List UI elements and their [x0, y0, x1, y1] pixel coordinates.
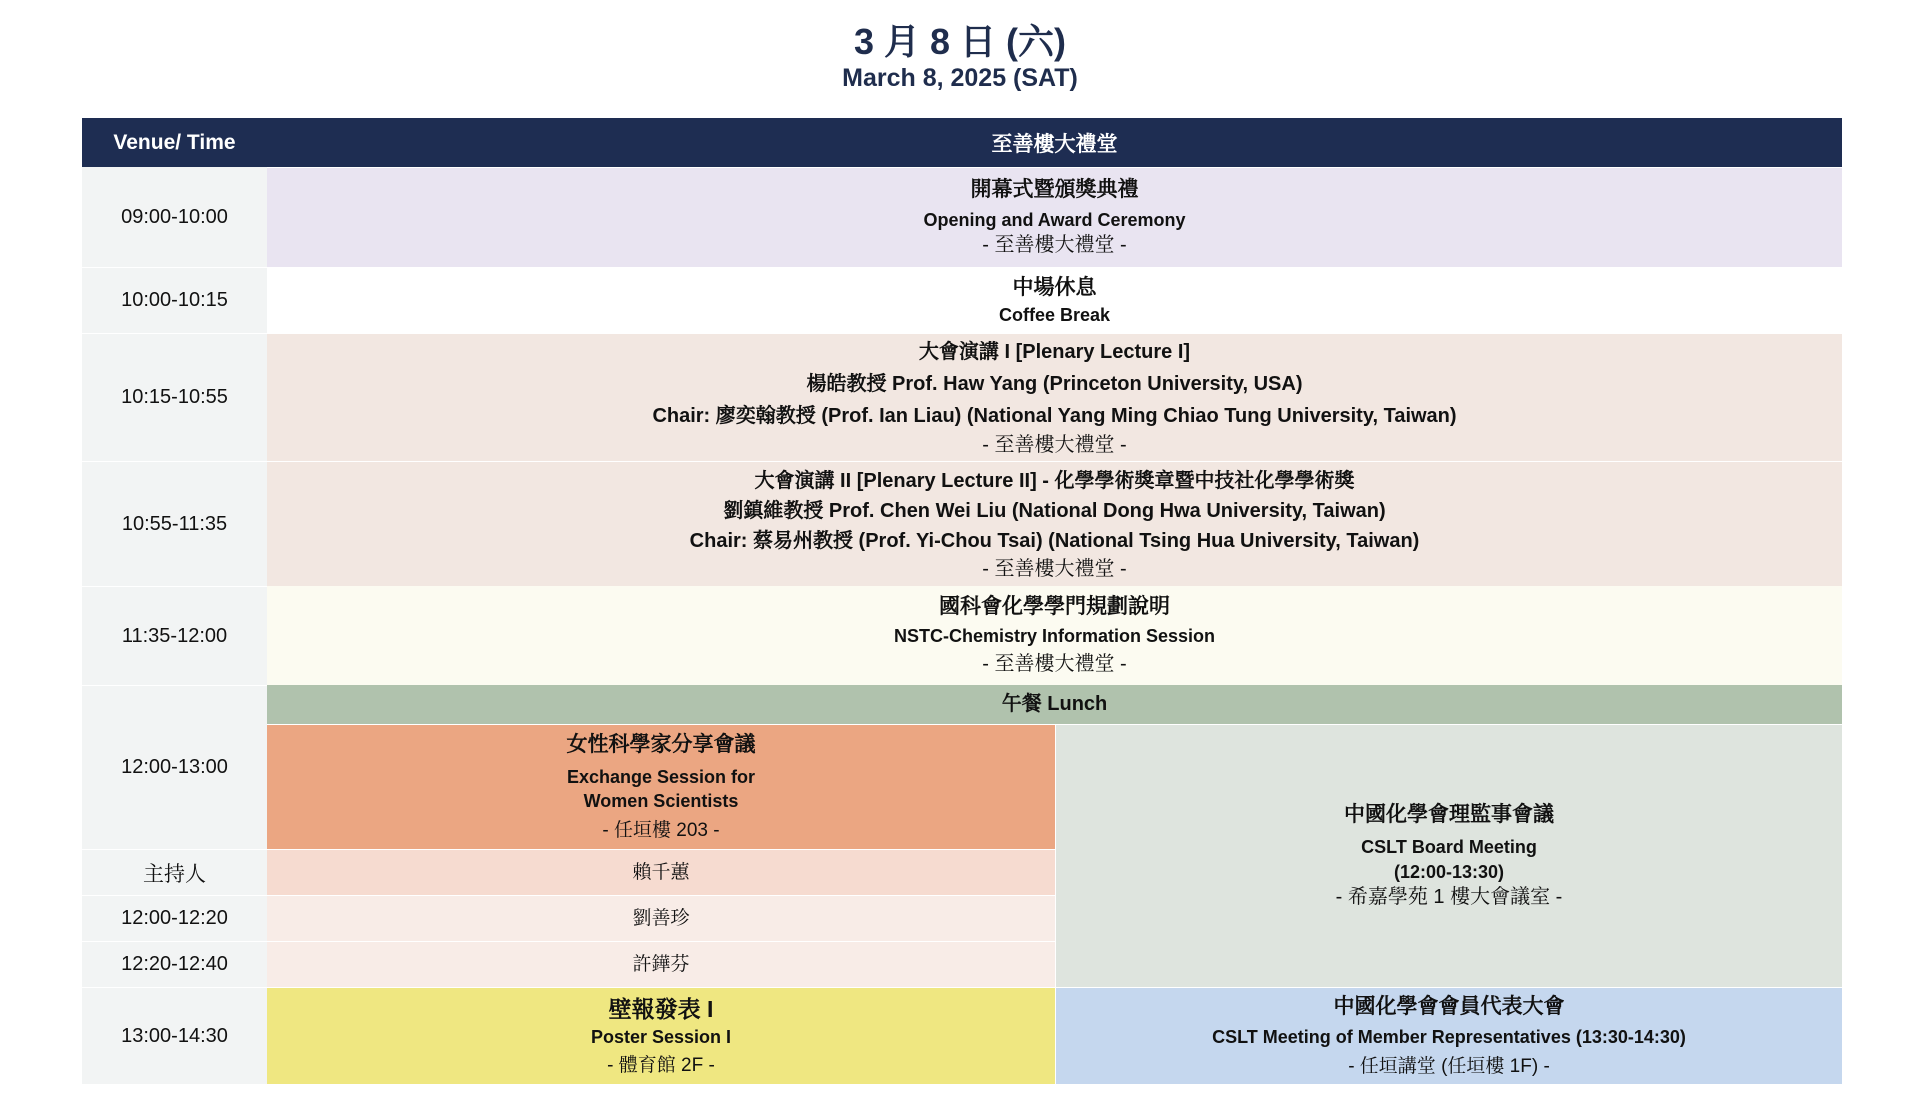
lecture-title: 大會演講 I [Plenary Lecture I] — [918, 341, 1191, 363]
lecture-speaker: 劉鎮維教授 Prof. Chen Wei Liu (National Dong Hwa University, Taiwan) — [723, 499, 1386, 522]
coffee-break-cell — [267, 267, 1842, 333]
event-title-cn: 中場休息 — [1012, 276, 1097, 300]
nstc-session-cell — [267, 586, 1842, 685]
speaker-name: 劉善珍 — [632, 907, 690, 929]
event-title-en-line1: Exchange Session for — [566, 767, 756, 788]
host-label: 主持人 — [82, 849, 267, 895]
member-representatives-cell — [1055, 987, 1842, 1084]
page-title: 3 月 8 日 (六) — [853, 21, 1067, 62]
event-title-cn: 中國化學會理監事會議 — [1344, 803, 1554, 827]
speaker-cell — [267, 895, 1055, 941]
opening-ceremony-cell — [267, 167, 1842, 267]
plenary-lecture-2-cell — [267, 461, 1842, 586]
time-cell: 09:00-10:00 — [82, 167, 267, 267]
board-meeting-cell — [1055, 724, 1842, 987]
lunch-label: 午餐 Lunch — [1001, 693, 1108, 715]
time-cell: 10:00-10:15 — [82, 267, 267, 333]
event-title-cn: 中國化學會會員代表大會 — [1333, 994, 1565, 1018]
event-venue: - 至善樓大禮堂 - — [982, 652, 1127, 675]
event-venue: - 至善樓大禮堂 - — [982, 557, 1127, 580]
event-venue: - 至善樓大禮堂 - — [982, 234, 1127, 257]
lecture-chair: Chair: 蔡易州教授 (Prof. Yi-Chou Tsai) (National Tsing Hua University, Taiwan) — [689, 529, 1420, 552]
lecture-chair: Chair: 廖奕翰教授 (Prof. Ian Liau) (National Yang Ming Chiao Tung University, Taiwan) — [652, 405, 1457, 427]
event-title-en: Coffee Break — [998, 304, 1111, 325]
event-title-cn: 壁報發表 I — [608, 995, 714, 1022]
event-title-en-line2: Women Scientists — [583, 791, 739, 812]
event-time-note: (12:00-13:30) — [1393, 861, 1505, 882]
event-title-cn: 女性科學家分享會議 — [566, 732, 756, 756]
event-title-cn: 開幕式暨頒獎典禮 — [970, 177, 1139, 201]
event-title-en: NSTC-Chemistry Information Session — [893, 625, 1216, 646]
lecture-speaker: 楊皓教授 Prof. Haw Yang (Princeton University, USA) — [806, 373, 1303, 395]
event-venue: - 任垣樓 203 - — [602, 819, 720, 841]
event-title-en: Opening and Award Ceremony — [923, 210, 1186, 231]
poster-session-cell — [267, 987, 1055, 1084]
host-name-cell — [267, 849, 1055, 895]
event-venue: - 體育館 2F - — [607, 1054, 715, 1076]
time-cell: 10:15-10:55 — [82, 333, 267, 461]
time-cell: 11:35-12:00 — [82, 586, 267, 685]
event-title-cn: 國科會化學學門規劃說明 — [939, 595, 1170, 619]
header-venue-time: Venue/ Time — [82, 118, 267, 167]
event-venue: - 至善樓大禮堂 - — [982, 434, 1127, 456]
time-cell: 12:00-13:00 — [82, 685, 267, 849]
event-title-en: CSLT Board Meeting — [1361, 837, 1537, 858]
speaker-name: 許鏵芬 — [632, 953, 690, 975]
event-venue: - 希嘉學苑 1 樓大會議室 - — [1335, 885, 1563, 908]
plenary-lecture-1-cell — [267, 333, 1842, 461]
lunch-banner — [267, 685, 1842, 724]
header-hall: 至善樓大禮堂 — [267, 118, 1842, 167]
women-scientists-session-cell — [267, 724, 1055, 849]
time-cell: 10:55-11:35 — [82, 461, 267, 586]
lecture-title: 大會演講 II [Plenary Lecture II] - 化學學術獎章暨中技社化學學術獎 — [754, 469, 1355, 492]
event-venue: - 任垣講堂 (任垣樓 1F) - — [1348, 1055, 1550, 1077]
speaker-cell — [267, 941, 1055, 987]
host-name: 賴千蕙 — [632, 861, 690, 883]
event-title-en: Poster Session I — [590, 1026, 732, 1047]
time-cell: 12:20-12:40 — [82, 941, 267, 987]
time-cell: 13:00-14:30 — [82, 987, 267, 1084]
schedule-table — [82, 118, 1842, 1080]
time-cell: 12:00-12:20 — [82, 895, 267, 941]
event-title-en: CSLT Meeting of Member Representatives (13:30-14:30) — [1212, 1027, 1686, 1048]
page-subtitle: March 8, 2025 (SAT) — [842, 64, 1078, 92]
